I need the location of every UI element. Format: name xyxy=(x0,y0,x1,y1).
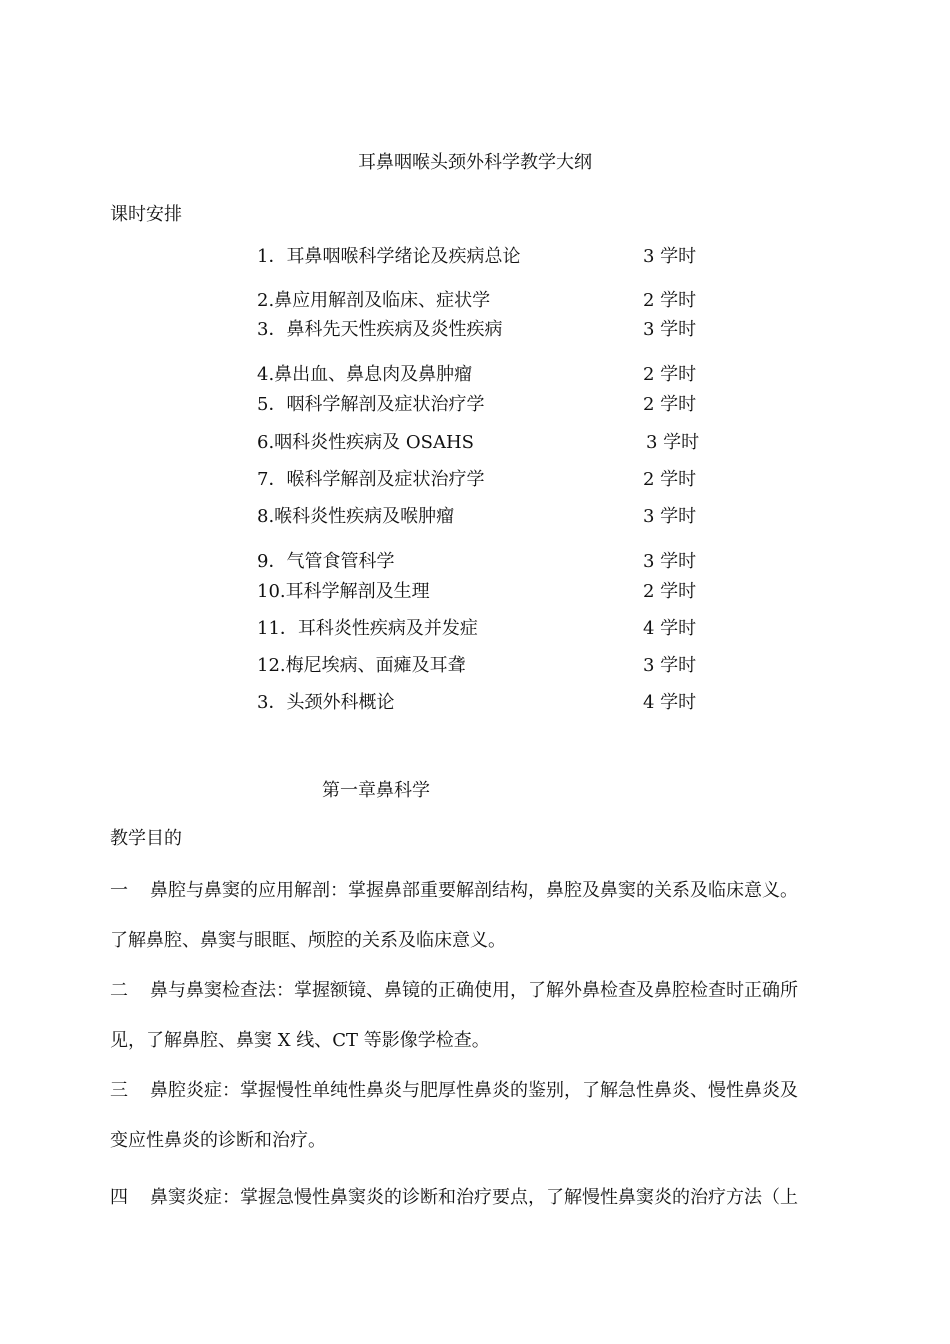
schedule-item xyxy=(257,428,717,454)
schedule-item-hours: 3 学时 xyxy=(643,655,697,676)
schedule-item xyxy=(257,465,717,491)
schedule-item-hours: 3 学时 xyxy=(643,551,697,572)
schedule-item xyxy=(257,614,717,640)
schedule-item-name: 6.咽科炎性疾病及 OSAHS xyxy=(257,432,475,453)
schedule-item-hours: 2 学时 xyxy=(643,290,697,311)
objectives-heading: 教学目的 xyxy=(110,828,182,849)
schedule-item-name: 11．耳科炎性疾病及并发症 xyxy=(257,618,478,639)
objective-number: 四 xyxy=(110,1187,128,1208)
schedule-item-name: 9．气管食管科学 xyxy=(257,551,395,572)
schedule-item-hours: 2 学时 xyxy=(643,581,697,602)
objective-number: 三 xyxy=(110,1080,128,1101)
schedule-item-name: 5．咽科学解剖及症状治疗学 xyxy=(257,394,485,415)
schedule-item-hours: 2 学时 xyxy=(643,469,697,490)
schedule-item-name: 2.鼻应用解剖及临床、症状学 xyxy=(257,290,491,311)
schedule-item-hours: 4 学时 xyxy=(643,692,697,713)
schedule-item-name: 12.梅尼埃病、面瘫及耳聋 xyxy=(257,655,466,676)
schedule-item-name: 4.鼻出血、鼻息肉及鼻肿瘤 xyxy=(257,364,473,385)
schedule-item-hours: 2 学时 xyxy=(643,394,697,415)
schedule-item xyxy=(257,577,717,603)
schedule-heading: 课时安排 xyxy=(110,204,182,225)
schedule-item-name: 1．耳鼻咽喉科学绪论及疾病总论 xyxy=(257,246,521,267)
objective-text: 变应性鼻炎的诊断和治疗。 xyxy=(110,1130,326,1151)
objective-text: 了解鼻腔、鼻窦与眼眶、颅腔的关系及临床意义。 xyxy=(110,930,506,951)
chapter-title: 第一章鼻科学 xyxy=(322,780,430,801)
schedule-item-hours: 2 学时 xyxy=(643,364,697,385)
objective-text: 鼻窦炎症：掌握急慢性鼻窦炎的诊断和治疗要点，了解慢性鼻窦炎的治疗方法（上 xyxy=(150,1187,798,1208)
schedule-item xyxy=(257,315,717,341)
schedule-item-hours: 3 学时 xyxy=(643,319,697,340)
schedule-item-hours: 4 学时 xyxy=(643,618,697,639)
schedule-item-hours: 3 学时 xyxy=(643,506,697,527)
schedule-item xyxy=(257,502,717,528)
objective-line xyxy=(110,1026,490,1052)
schedule-item-name: 7．喉科学解剖及症状治疗学 xyxy=(257,469,485,490)
schedule-item-name: 3．鼻科先天性疾病及炎性疾病 xyxy=(257,319,503,340)
objective-text: 鼻与鼻窦检查法：掌握额镜、鼻镜的正确使用，了解外鼻检查及鼻腔检查时正确所 xyxy=(150,980,798,1001)
schedule-item xyxy=(257,651,717,677)
document-title: 耳鼻咽喉头颈外科学教学大纲 xyxy=(358,152,592,173)
schedule-item xyxy=(257,688,717,714)
objective-line xyxy=(110,926,506,952)
objective-line xyxy=(110,1183,798,1209)
schedule-item-name: 3．头颈外科概论 xyxy=(257,692,395,713)
objective-number: 一 xyxy=(110,880,128,901)
schedule-item xyxy=(257,242,717,268)
objective-line xyxy=(110,1126,326,1152)
objective-number: 二 xyxy=(110,980,128,1001)
objective-text: 鼻腔炎症：掌握慢性单纯性鼻炎与肥厚性鼻炎的鉴别，了解急性鼻炎、慢性鼻炎及 xyxy=(150,1080,798,1101)
schedule-item xyxy=(257,547,717,573)
schedule-item xyxy=(257,360,717,386)
objective-text: 见，了解鼻腔、鼻窦 X 线、CT 等影像学检查。 xyxy=(110,1030,490,1051)
schedule-item xyxy=(257,390,717,416)
schedule-item-name: 8.喉科炎性疾病及喉肿瘤 xyxy=(257,506,455,527)
schedule-item xyxy=(257,286,717,312)
schedule-item-hours: 3 学时 xyxy=(646,432,700,453)
objective-line xyxy=(110,976,798,1002)
objective-text: 鼻腔与鼻窦的应用解剖：掌握鼻部重要解剖结构，鼻腔及鼻窦的关系及临床意义。 xyxy=(150,880,798,901)
schedule-item-name: 10.耳科学解剖及生理 xyxy=(257,581,430,602)
objective-line xyxy=(110,876,798,902)
objective-line xyxy=(110,1076,798,1102)
schedule-item-hours: 3 学时 xyxy=(643,246,697,267)
